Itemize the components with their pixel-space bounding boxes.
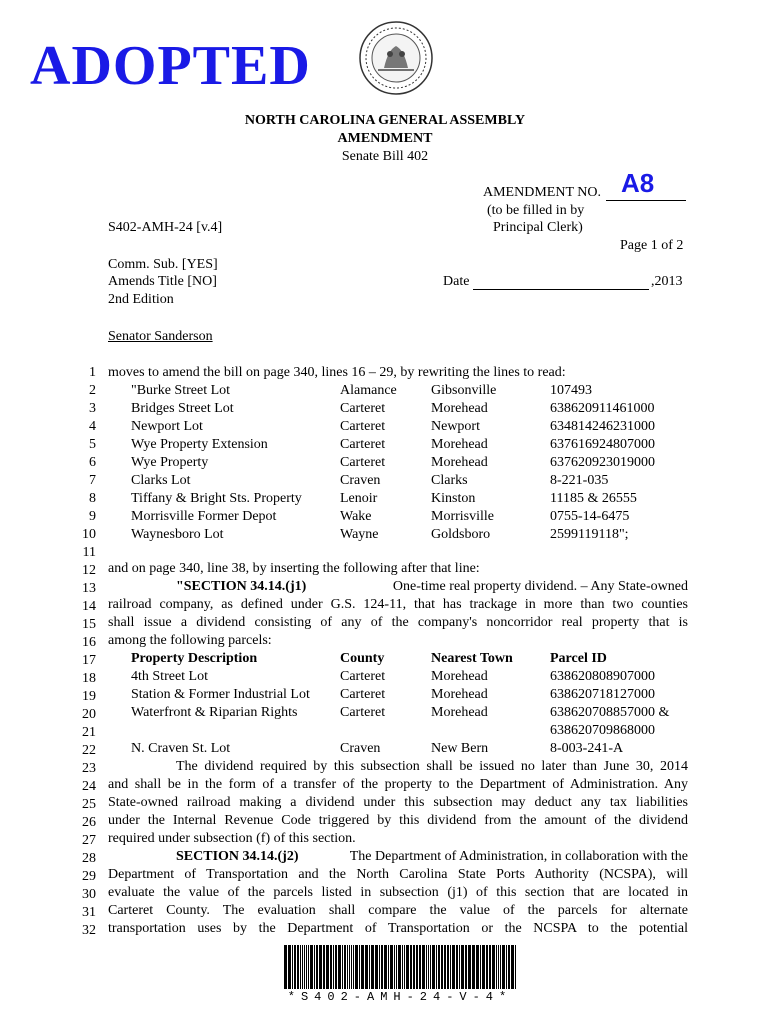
table2-parcel-id: 638620708857000 & <box>550 705 670 720</box>
comm-sub: Comm. Sub. [YES] <box>108 257 218 272</box>
section-j1-heading: "SECTION 34.14.(j1) <box>176 579 307 594</box>
line-number: 31 <box>82 905 96 920</box>
line-number: 7 <box>89 473 96 488</box>
body-line-12: and on page 340, line 38, by inserting the following after that line: <box>108 561 480 576</box>
line-number: 4 <box>89 419 96 434</box>
line-number: 14 <box>82 599 96 614</box>
section-j1-title: One-time real property dividend. – Any State-owned <box>392 579 688 594</box>
table1-parcel-id: 638620911461000 <box>550 401 655 416</box>
table1-parcel-id: 0755-14-6475 <box>550 509 630 524</box>
table1-county: Carteret <box>340 419 386 434</box>
table1-nearest-town: Goldsboro <box>431 527 491 542</box>
table2-parcel-id: 638620709868000 <box>550 723 655 738</box>
body-line-30: evaluate the value of the parcels listed in subsection (j1) of this section that are located in <box>108 885 688 900</box>
table2-parcel-id: 638620808907000 <box>550 669 655 684</box>
date-year: ,2013 <box>651 274 683 289</box>
state-seal-icon <box>358 20 434 96</box>
line-number: 1 <box>89 365 96 380</box>
line-number: 32 <box>82 923 96 938</box>
table1-nearest-town: Gibsonville <box>431 383 497 398</box>
fill-note-2: Principal Clerk) <box>493 220 583 235</box>
line-number: 21 <box>82 725 96 740</box>
line-number: 23 <box>82 761 96 776</box>
table1-property-name: "Burke Street Lot <box>131 383 231 398</box>
table2-property-description: 4th Street Lot <box>131 669 208 684</box>
table1-county: Wayne <box>340 527 379 542</box>
table1-parcel-id: 11185 & 26555 <box>550 491 637 506</box>
table1-nearest-town: Morrisville <box>431 509 494 524</box>
line-number: 6 <box>89 455 96 470</box>
table1-parcel-id: 634814246231000 <box>550 419 655 434</box>
line-number: 27 <box>82 833 96 848</box>
line-number: 3 <box>89 401 96 416</box>
table1-parcel-id: 637616924807000 <box>550 437 655 452</box>
table1-parcel-id: 8-221-035 <box>550 473 609 488</box>
table2-nearest-town: Morehead <box>431 669 488 684</box>
body-line-1: moves to amend the bill on page 340, lines 16 – 29, by rewriting the lines to read: <box>108 365 566 380</box>
table2-property-description: N. Craven St. Lot <box>131 741 231 756</box>
amendment-no: A8 <box>621 168 655 198</box>
barcode-text: *S402-AMH-24-V-4* <box>287 990 513 1004</box>
table1-property-name: Newport Lot <box>131 419 203 434</box>
table2-parcel-id: 8-003-241-A <box>550 741 624 756</box>
body-line-31: Carteret County. The evaluation shall compare the value of the parcels for alternate <box>108 903 688 918</box>
body-line-29: Department of Transportation and the North Carolina State Ports Authority (NCSPA), will <box>108 867 688 882</box>
table2-county: Carteret <box>340 687 386 702</box>
line-number: 29 <box>82 869 96 884</box>
body-line-24: and shall be in the form of a transfer of the property to the Department of Administration. Any <box>108 777 688 792</box>
table1-property-name: Clarks Lot <box>131 473 191 488</box>
line-number: 16 <box>82 635 96 650</box>
table2-header-county: County <box>340 651 385 666</box>
body-line-13 <box>176 578 688 596</box>
line-number: 11 <box>82 545 96 560</box>
line-number: 26 <box>82 815 96 830</box>
body-line-28 <box>176 848 688 866</box>
line-number: 20 <box>82 707 96 722</box>
table1-property-name: Waynesboro Lot <box>131 527 224 542</box>
line-number: 8 <box>89 491 96 506</box>
table2-county: Carteret <box>340 669 386 684</box>
table2-header-nearest-town: Nearest Town <box>431 651 513 666</box>
table2-header-property-description: Property Description <box>131 651 258 666</box>
line-number: 18 <box>82 671 96 686</box>
table2-nearest-town: Morehead <box>431 687 488 702</box>
line-number: 12 <box>82 563 96 578</box>
line-number: 22 <box>82 743 96 758</box>
table1-property-name: Tiffany & Bright Sts. Property <box>131 491 302 506</box>
table1-property-name: Bridges Street Lot <box>131 401 234 416</box>
table1-county: Carteret <box>340 401 386 416</box>
body-line-32: transportation uses by the Department of Transportation or the NCSPA to the potential <box>108 921 688 936</box>
line-number: 5 <box>89 437 96 452</box>
table1-nearest-town: Newport <box>431 419 480 434</box>
table2-county: Craven <box>340 741 381 756</box>
line-number: 19 <box>82 689 96 704</box>
table1-property-name: Wye Property Extension <box>131 437 268 452</box>
body-line-26: under the Internal Revenue Code triggered by this dividend from the amount of the dividend <box>108 813 688 828</box>
section-j2-text: The Department of Administration, in collaboration with the <box>349 849 688 864</box>
line-number: 2 <box>89 383 96 398</box>
assembly-title: NORTH CAROLINA GENERAL ASSEMBLY <box>244 113 526 128</box>
table1-parcel-id: 107493 <box>550 383 592 398</box>
table1-county: Craven <box>340 473 381 488</box>
line-number: 10 <box>82 527 96 542</box>
date-label: Date <box>443 274 470 289</box>
edition: 2nd Edition <box>108 292 174 307</box>
table1-nearest-town: Kinston <box>431 491 476 506</box>
table1-county: Lenoir <box>340 491 378 506</box>
date-line <box>473 289 649 290</box>
line-number: 9 <box>89 509 96 524</box>
bill-title: Senate Bill 402 <box>341 149 429 164</box>
table1-nearest-town: Morehead <box>431 455 488 470</box>
body-line-23: The dividend required by this subsection shall be issued no later than June 30, 2014 <box>176 759 688 774</box>
table1-county: Carteret <box>340 437 386 452</box>
table2-county: Carteret <box>340 705 386 720</box>
section-j2-heading: SECTION 34.14.(j2) <box>176 849 299 864</box>
line-number: 17 <box>82 653 96 668</box>
body-line-14: railroad company, as defined under G.S. 124-11, that has trackage in more than two counties <box>108 597 688 612</box>
amendment-code: S402-AMH-24 [v.4] <box>108 220 223 235</box>
table1-county: Wake <box>340 509 372 524</box>
body-line-27: required under subsection (f) of this section. <box>108 831 356 846</box>
table2-property-description: Waterfront & Riparian Rights <box>131 705 298 720</box>
line-number: 30 <box>82 887 96 902</box>
table1-nearest-town: Clarks <box>431 473 468 488</box>
table2-nearest-town: Morehead <box>431 705 488 720</box>
amendment-no-line <box>606 200 686 201</box>
table2-property-description: Station & Former Industrial Lot <box>131 687 310 702</box>
table1-property-name: Morrisville Former Depot <box>131 509 277 524</box>
page-indicator: Page 1 of 2 <box>620 238 684 253</box>
table1-nearest-town: Morehead <box>431 401 488 416</box>
table2-nearest-town: New Bern <box>431 741 489 756</box>
table1-parcel-id: 2599119118"; <box>550 527 629 542</box>
line-number: 13 <box>82 581 96 596</box>
body-line-25: State-owned railroad making a dividend under this subsection may deduct any tax liabilities <box>108 795 688 810</box>
line-number: 28 <box>82 851 96 866</box>
amendment-title: AMENDMENT <box>337 131 433 146</box>
body-line-15: shall issue a dividend consisting of any of the company's noncorridor real property that is <box>108 615 688 630</box>
table2-parcel-id: 638620718127000 <box>550 687 655 702</box>
line-number: 25 <box>82 797 96 812</box>
body-line-16: among the following parcels: <box>108 633 272 648</box>
line-number: 15 <box>82 617 96 632</box>
table1-parcel-id: 637620923019000 <box>550 455 655 470</box>
table2-header-parcel-id: Parcel ID <box>550 651 607 666</box>
adopted-stamp: ADOPTED <box>30 35 311 97</box>
line-number: 24 <box>82 779 96 794</box>
table1-county: Alamance <box>340 383 397 398</box>
amendment-no-label: AMENDMENT NO. <box>483 185 601 200</box>
table1-county: Carteret <box>340 455 386 470</box>
table1-nearest-town: Morehead <box>431 437 488 452</box>
table1-property-name: Wye Property <box>131 455 209 470</box>
fill-note-1: (to be filled in by <box>487 203 585 218</box>
amends-title: Amends Title [NO] <box>108 274 217 289</box>
barcode-icon <box>284 945 516 989</box>
senator-name: Senator Sanderson <box>108 329 213 344</box>
